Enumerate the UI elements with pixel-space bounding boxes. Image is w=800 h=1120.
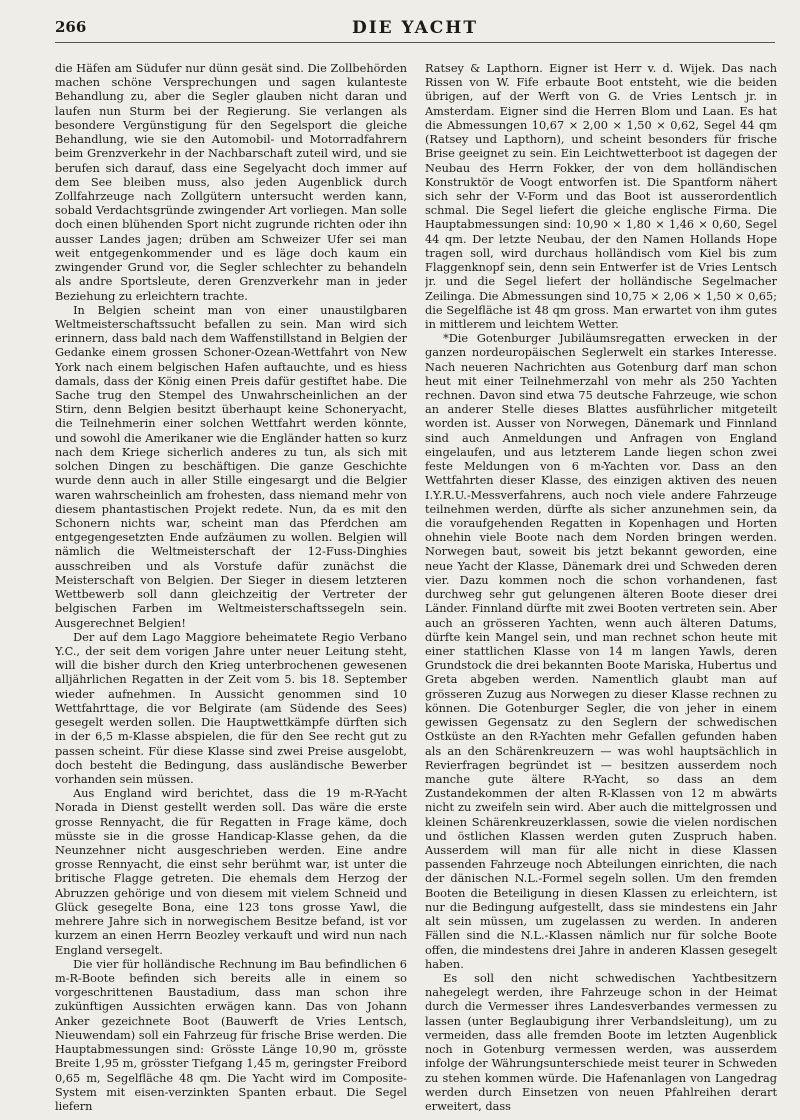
header-rule [55, 42, 775, 43]
left-column [55, 62, 407, 1114]
right-column [425, 62, 777, 1114]
paragraph: Es soll den nicht schwedischen Yachtbesitzern nahegelegt werden, ihre Fahrzeuge schon in der Heimat durch die Vermesser ihres Landesverbandes vermessen zu lassen (unter Beglaubigung ihrer Verbandsleitung), um zu vermeiden, dass alle fremden Boote im letzten Augenblick noch in Gotenburg vermessen werden, was ausserdem infolge der Währungsunterschiede meist teurer in Schweden zu stehen kommen würde. Die Hafenanlagen von Langedrag werden durch Einsetzen von neuen Pfahlreihen derart erweitert, dass [425, 972, 777, 1113]
paragraph: die Häfen am Südufer nur dünn gesät sind. Die Zollbehörden machen schöne Versprechungen und sagen kulanteste Behandlung zu, aber die Segler glauben nicht daran und laufen nun Sturm bei der Regierung. Sie verlangen als besondere Vergünstigung für den Segelsport die gleiche Behandlung, wie sie den Automobil- und Motorradfahrern beim Grenzverkehr in der Nachbarschaft zuteil wird, und sie berufen sich darauf, dass eine Segelyacht doch immer auf dem See bleiben muss, also jeden Augenblick durch Zollfahrzeuge nach Zollgütern untersucht werden kann, sobald Verdachtsgründe zwingender Art vorliegen. Man solle doch einen blühenden Sport nicht zugrunde richten oder ihn ausser Landes jagen; drüben am Schweizer Ufer sei man weit entgegenkommender und es läge doch kaum ein zwingender Grund vor, die Segler schlechter zu behandeln als andre Sportsleute, deren Grenzverkehr man in jeder Beziehung zu erleichtern trachte. [55, 62, 407, 303]
paragraph: Ratsey & Lapthorn. Eigner ist Herr v. d. Wijek. Das nach Rissen von W. Fife erbaute Boot entsteht, wie die beiden übrigen, auf der Werft von G. de Vries Lentsch jr. in Amsterdam. Eigner sind die Herren Blom und Laan. Es hat die Abmessungen 10,67 × 2,00 × 1,50 × 0,62, Segel 44 qm (Ratsey und Lapthorn), und scheint besonders für frische Brise geeignet zu sein. Ein Leichtwetterboot ist dagegen der Neubau des Herrn Fokker, der von dem holländischen Konstruktör de Voogt entworfen ist. Die Spantform nähert sich sehr der V-Form und das Boot ist ausserordentlich schmal. Die Segel liefert die gleiche englische Firma. Die Hauptabmessungen sind: 10,90 × 1,80 × 1,46 × 0,60, Segel 44 qm. Der letzte Neubau, der den Namen Hollands Hope tragen soll, wird durchaus holländisch vom Kiel bis zum Flaggenknopf sein, denn sein Entwerfer ist de Vries Lentsch jr. und die Segel liefert der holländische Segelmacher Zeilinga. Die Abmessungen sind 10,75 × 2,06 × 1,50 × 0,65; die Segelfläche ist 48 qm gross. Man erwartet von ihm gutes in mittlerem und leichtem Wetter. [425, 62, 777, 331]
page-header [55, 18, 775, 42]
running-title: DIE YACHT [351, 18, 479, 38]
paragraph: Der auf dem Lago Maggiore beheimatete Regio Verbano Y.C., der seit dem vorigen Jahre unter neuer Leitung steht, will die bisher durch den Krieg unterbrochenen gewesenen alljährlichen Regatten in der Zeit vom 5. bis 18. September wieder aufnehmen. In Aussicht genommen sind 10 Wettfahrttage, die vor Belgirate (am Südende des Sees) gesegelt werden sollen. Die Hauptwettkämpfe dürften sich in der 6,5 m-Klasse abspielen, die für den See recht gut zu passen scheint. Für diese Klasse sind zwei Preise ausgelobt, doch besteht die Bedingung, dass ausländische Bewerber vorhanden sein müssen. [55, 630, 407, 786]
paragraph: Die vier für holländische Rechnung im Bau befindlichen 6 m-R-Boote befinden sich bereits alle in einem so vorgeschrittenen Baustadium, dass man schon ihre zukünftigen Aussichten erwägen kann. Das von Johann Anker gezeichnete Boot (Bauwerft de Vries Lentsch, Nieuwendam) soll ein Fahrzeug für frische Brise werden. Die Hauptabmessungen sind: Grösste Länge 10,90 m, grösste Breite 1,95 m, grösster Tiefgang 1,45 m, geringster Freibord 0,65 m, Segelfläche 48 qm. Die Yacht wird im Composite-System mit eisen-verzinkten Spanten erbaut. Die Segel liefern [55, 957, 407, 1113]
paragraph: *Die Gotenburger Jubiläumsregatten erwecken in der ganzen nordeuropäischen Seglerwelt ein starkes Interesse. Nach neueren Nachrichten aus Gotenburg darf man schon heut mit einer Teilnehmerzahl von mehr als 250 Yachten rechnen. Davon sind etwa 75 deutsche Fahrzeuge, wie schon an anderer Stelle dieses Blattes ausführlicher mitgeteilt worden ist. Ausser von Norwegen, Dänemark und Finnland sind auch Anmeldungen und Anfragen von England eingelaufen, und aus letzterem Lande liegen schon zwei feste Meldungen von 6 m-Yachten vor. Dass an den Wettfahrten dieser Klasse, des einzigen aktiven des neuen I.Y.R.U.-Messverfahrens, auch noch viele andere Fahrzeuge teilnehmen werden, dürfte als sicher anzunehmen sein, da die voraufgehenden Regatten in Kopenhagen und Horten ohnehin viele Boote nach dem Norden bringen werden. Norwegen baut, soweit bis jetzt bekannt geworden, eine neue Yacht der Klasse, Dänemark drei und Schweden deren vier. Dazu kommen noch die schon vorhandenen, fast durchweg sehr gut gelungenen älteren Boote dieser drei Länder. Finnland dürfte mit zwei Booten vertreten sein. Aber auch an grösseren Yachten, wenn auch älteren Datums, dürfte kein Mangel sein, und man rechnet schon heute mit einer stattlichen Klasse von 14 m langen Yawls, deren Grundstock die drei bekannten Boote Mariska, Hubertus und Greta abgeben werden. Namentlich glaubt man auf grösseren Zuzug aus Norwegen zu dieser Klasse rechnen zu können. Die Gotenburger Segler, die von jeher in einem gewissen Gegensatz zu den Seglern der schwedischen Ostküste an den R-Yachten mehr Gefallen gefunden haben als an den Schärenkreuzern — was wohl hauptsächlich in Revierfragen begründet ist — besitzen ausserdem noch manche gute ältere R-Yacht, so dass an dem Zustandekommen der alten R-Klassen von 12 m abwärts nicht zu zweifeln sein wird. Aber auch die mittelgrossen und kleinen Schärenkreuzerklassen, sowie die vielen nordischen und östlichen Klassen werden guten Zuspruch haben. Ausserdem will man für alle nicht in diese Klassen passenden Fahrzeuge noch Abteilungen einrichten, die nach der dänischen N.L.-Formel segeln sollen. Um den fremden Booten die Beteiligung in diesen Klassen zu erleichtern, ist nur die Bedingung aufgestellt, dass sie mindestens ein Jahr alt sein müssen, um zugelassen zu werden. In anderen Fällen sind die N.L.-Klassen nämlich nur für solche Boote offen, die mindestens drei Jahre in anderen Klassen gesegelt haben. [425, 332, 777, 971]
paragraph: In Belgien scheint man von einer unaustilgbaren Weltmeisterschaftssucht befallen zu sein. Man wird sich erinnern, dass bald nach dem Waffenstillstand in Belgien der Gedanke einem grossen Schoner-Ozean-Wettfahrt von New York nach einem belgischen Hafen auftauchte, und es hiess damals, dass der König einen Preis dafür gestiftet habe. Die Sache trug den Stempel des Unwahrscheinlichen an der Stirn, denn Belgien besitzt überhaupt keine Schoneryacht, die Teilnehmerin einer solchen Wettfahrt werden könnte, und sowohl die Amerikaner wie die Engländer hatten so kurz nach dem Kriege sicherlich anderes zu tun, als sich mit solchen Dingen zu beschäftigen. Die ganze Geschichte wurde denn auch in aller Stille eingesargt und die Belgier waren wahrscheinlich am frohesten, dass niemand mehr von diesem phantastischen Projekt redete. Nun, da es mit den Schonern nichts war, scheint man das Pferdchen am entgegengesetzten Ende aufzäumen zu wollen. Belgien will nämlich die Weltmeisterschaft der 12-Fuss-Dinghies ausschreiben und als Vorstufe dafür zunächst die Meisterschaft von Belgien. Der Sieger in diesem letzteren Wettbewerb soll dann gleichzeitig der Vertreter der belgischen Farben im Weltmeisterschaftssegeln sein. Ausgerechnet Belgien! [55, 303, 407, 630]
page-number: 266 [55, 18, 87, 36]
paragraph: Aus England wird berichtet, dass die 19 m-R-Yacht Norada in Dienst gestellt werden soll. Das wäre die erste grosse Rennyacht, die für Regatten in Frage käme, doch müsste sie in die grosse Handicap-Klasse gehen, da die Neunzehner nicht ausgeschrieben werden. Eine andre grosse Rennyacht, die einst sehr berühmt war, ist unter die britische Flagge getreten. Die ehemals dem Herzog der Abruzzen gehörige und von diesem mit vielem Schneid und Glück gesegelte Bona, eine 123 tons grosse Yawl, die mehrere Jahre sich in norwegischem Besitze befand, ist vor kurzem an einen Herrn Beozley verkauft und wird nun nach England versegelt. [55, 787, 407, 957]
